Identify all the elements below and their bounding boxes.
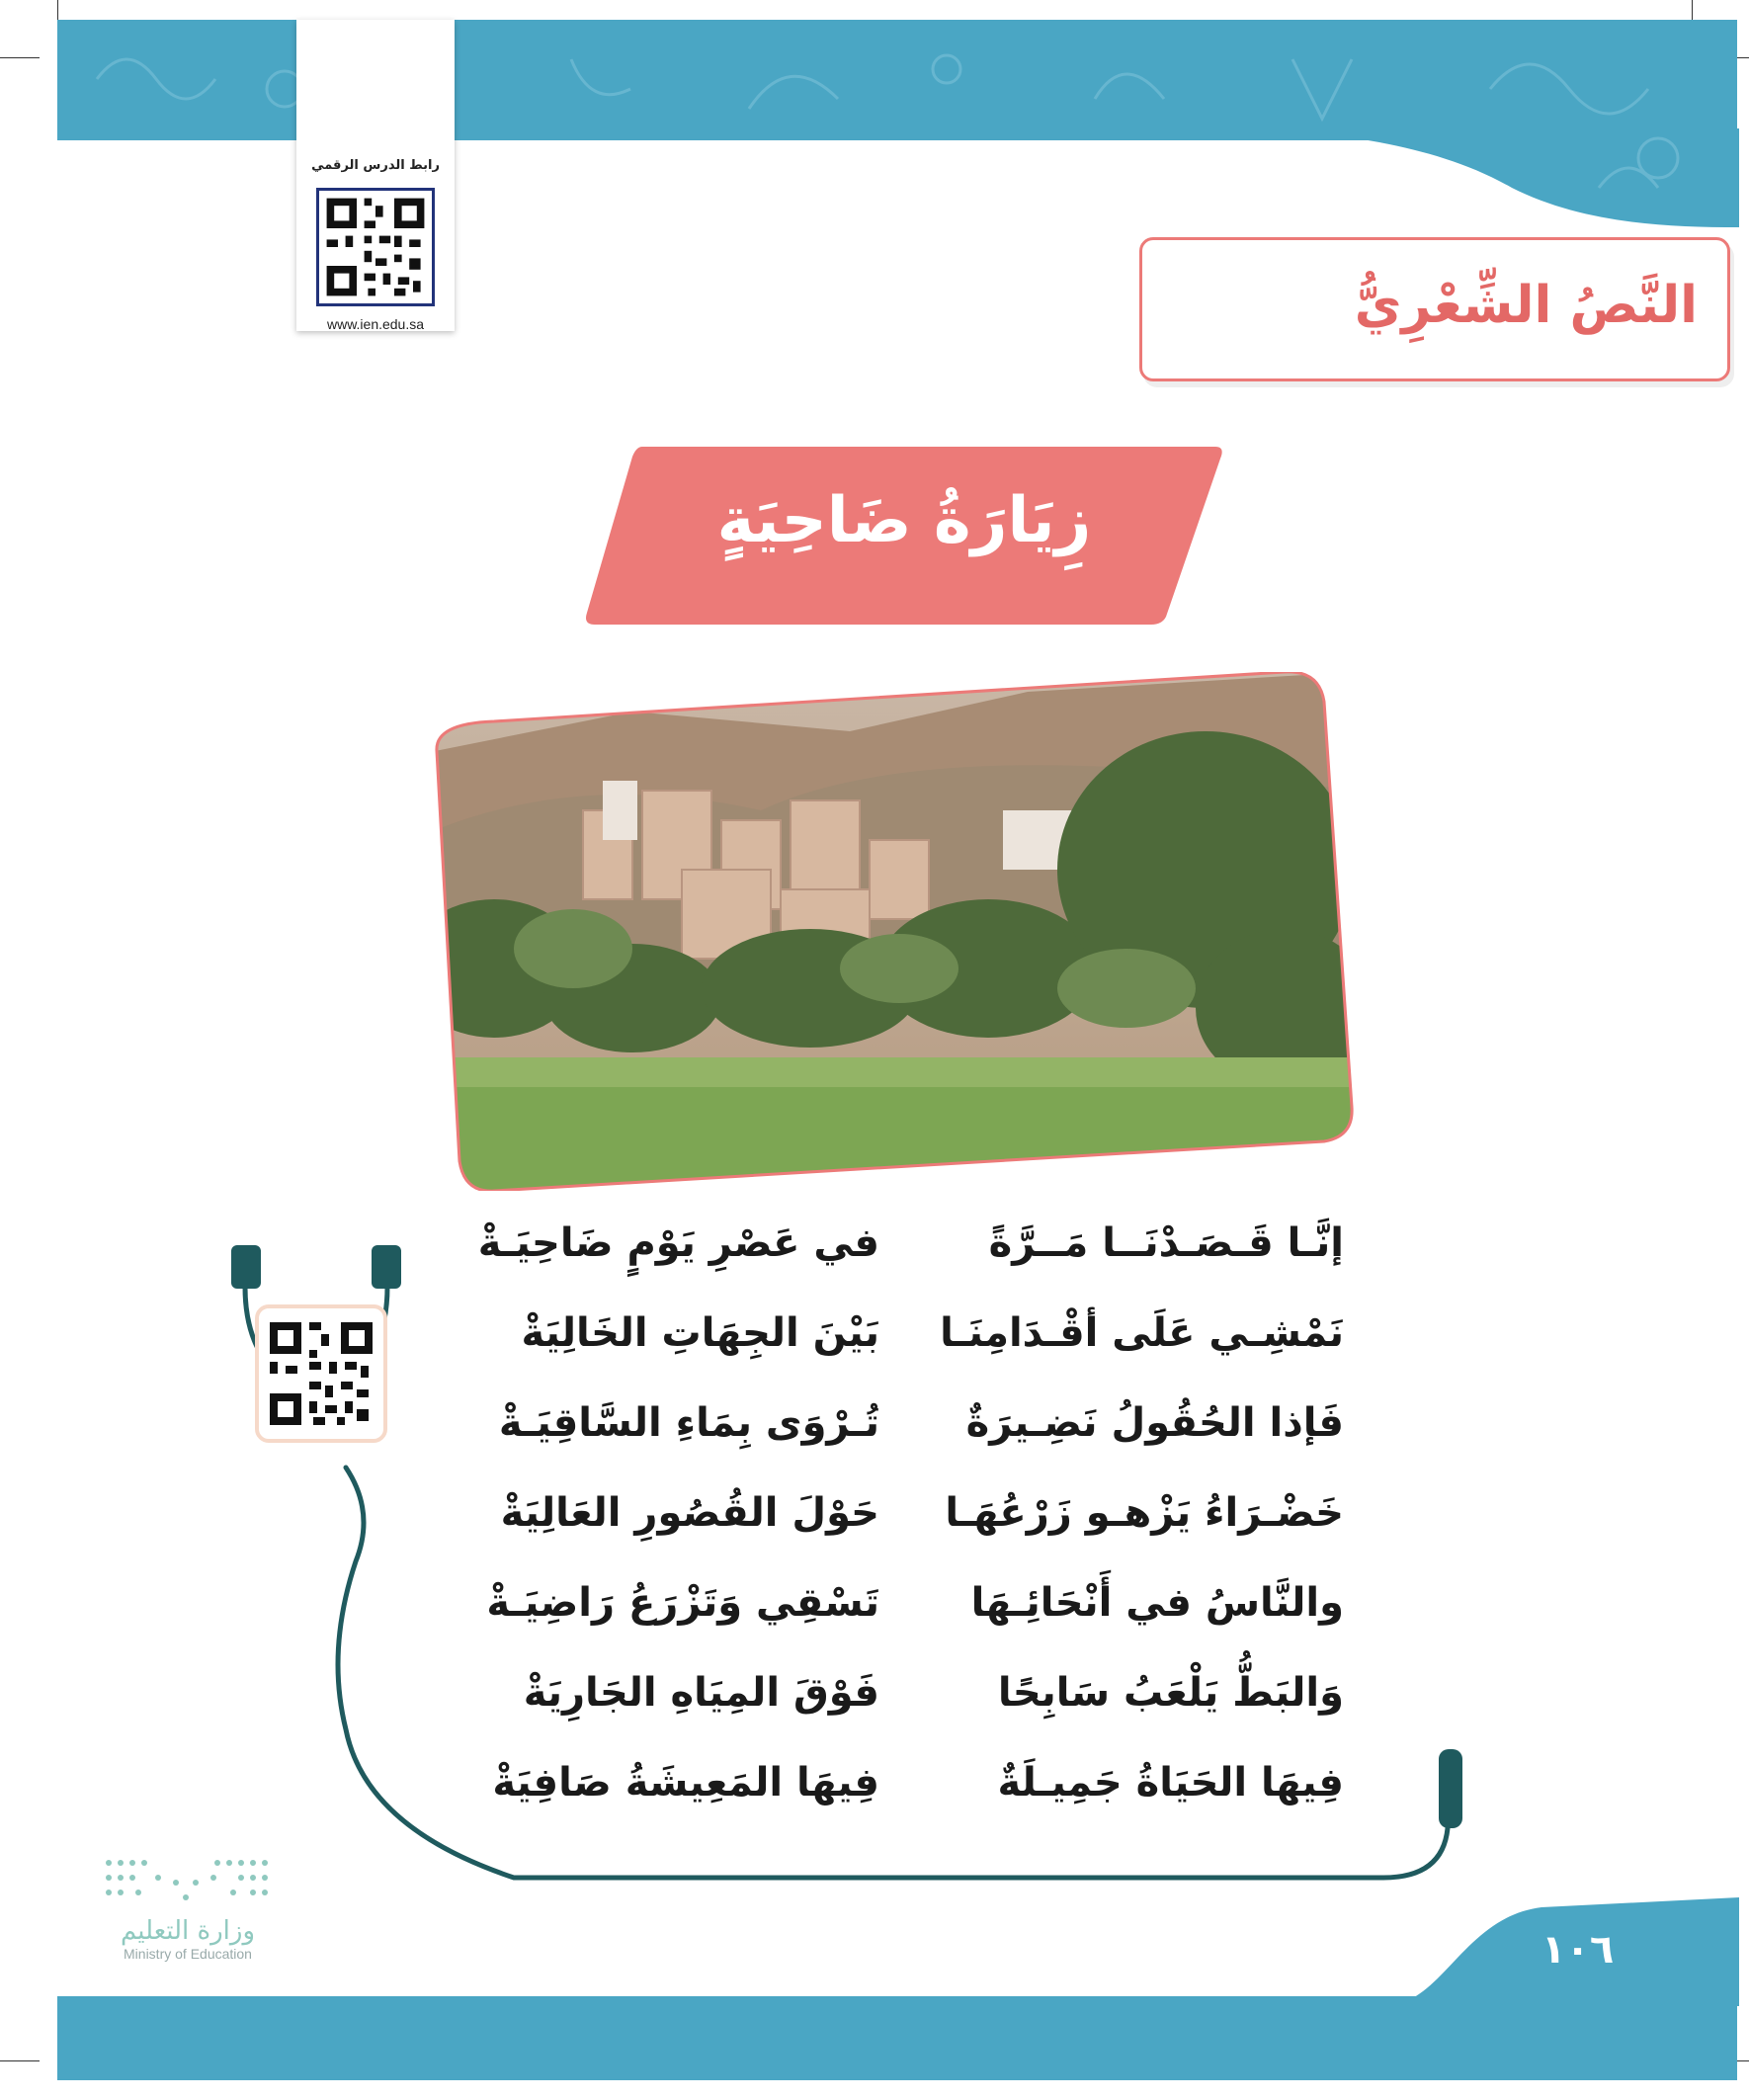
poem-verse: [455, 1670, 1344, 1760]
footer-band: [57, 1996, 1737, 2080]
village-photo: [435, 672, 1354, 1191]
ministry-name-en: Ministry of Education: [124, 1946, 252, 1962]
section-label-box: [1139, 237, 1730, 381]
verse-second-hemistich: بَيْنَ الجِهَاتِ الخَالِيَةْ: [521, 1310, 879, 1356]
poem-verse: [455, 1310, 1344, 1400]
ministry-name-ar: وزارة التعليم: [120, 1916, 256, 1946]
page-number: ١٠٦: [1541, 1927, 1615, 1973]
ministry-dots-icon: [99, 1853, 277, 1912]
poem-verse: [455, 1400, 1344, 1490]
audio-qr-box[interactable]: [255, 1304, 387, 1443]
website-url[interactable]: www.ien.edu.sa: [326, 316, 425, 332]
section-title: النَّصُ الشِّعْرِيُّ: [1354, 276, 1698, 335]
poem: [455, 1220, 1344, 1850]
lesson-title: زِيَارَةُ ضَاحِيَةٍ: [716, 484, 1092, 557]
verse-first-hemistich: والنَّاسُ في أَنْحَائِـهَا: [970, 1580, 1344, 1626]
crop-mark: [1692, 0, 1693, 20]
verse-first-hemistich: فَإذا الحُقُولُ نَضِـيرَةٌ: [965, 1400, 1344, 1446]
crop-mark: [57, 0, 58, 20]
crop-mark: [0, 2060, 40, 2061]
poem-verse: [455, 1490, 1344, 1580]
verse-second-hemistich: حَوْلَ القُصُورِ العَالِيَةْ: [500, 1490, 879, 1536]
audio-qr-code-icon[interactable]: [262, 1312, 380, 1435]
poem-verse: [455, 1220, 1344, 1310]
verse-first-hemistich: نَمْشِـي عَلَى أقْـدَامِنَـا: [940, 1310, 1344, 1356]
crop-mark: [0, 57, 40, 58]
verse-first-hemistich: إنَّـا قَـصَـدْنَــا مَــرَّةً: [988, 1220, 1344, 1266]
qr-code-icon[interactable]: [316, 188, 435, 306]
verse-first-hemistich: وَالبَطُّ يَلْعَبُ سَابِحًا: [997, 1670, 1344, 1716]
verse-second-hemistich: في عَصْرِ يَوْمٍ ضَاحِيَـةْ: [477, 1220, 879, 1266]
verse-first-hemistich: خَضْـرَاءُ يَزْهـو زَرْعُهَـا: [945, 1490, 1344, 1536]
poem-verse: [455, 1580, 1344, 1670]
verse-second-hemistich: فِيهَا المَعِيشَةُ صَافِيَةْ: [492, 1760, 879, 1806]
digital-lesson-card[interactable]: [296, 20, 455, 331]
poem-verse: [455, 1760, 1344, 1850]
ministry-logo: [99, 1853, 277, 1962]
verse-second-hemistich: تُـرْوَى بِمَاءِ السَّاقِيَـةْ: [498, 1400, 879, 1446]
verse-first-hemistich: فِيهَا الحَيَاةُ جَمِيـلَةٌ: [997, 1760, 1344, 1806]
verse-second-hemistich: تَسْقِي وَتَزْرَعُ رَاضِيَـةْ: [486, 1580, 879, 1626]
digital-lesson-label: رابط الدرس الرقمي: [311, 158, 440, 173]
verse-second-hemistich: فَوْقَ المِيَاهِ الجَارِيَةْ: [523, 1670, 879, 1716]
